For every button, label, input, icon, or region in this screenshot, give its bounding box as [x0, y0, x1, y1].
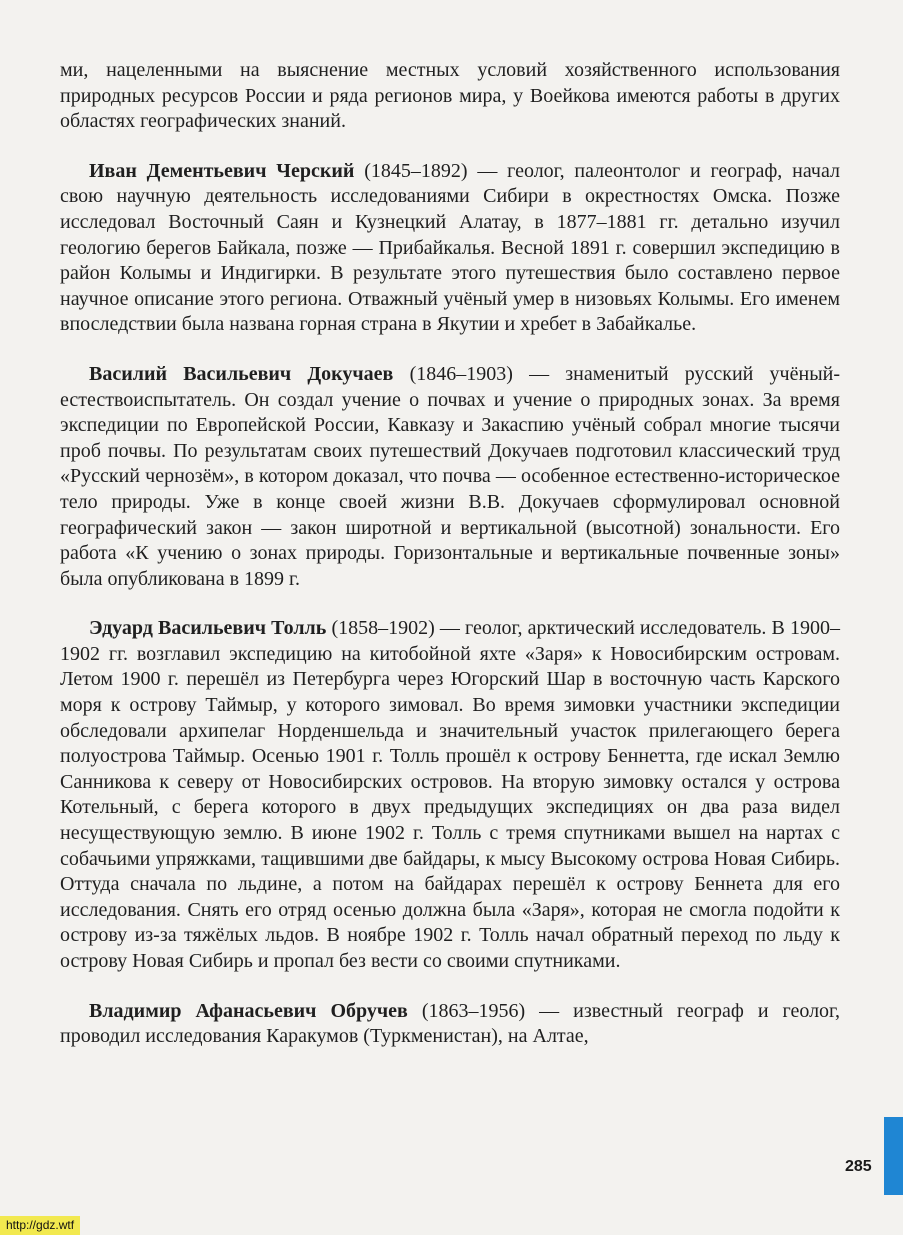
paragraph-body: (1858–1902) — геолог, арктический исследователь. В 1900–1902 гг. возглавил экспедицию на китобойной яхте «Заря» к Новосибирским островам. Летом 1900 г. перешёл из Петербурга через Югорский Шар в восточную часть Карского моря к острову Таймыр, у которого зимовал. Во время зимовки участники экспедиции обследовали архипелаг Норденшельда и значительный участок прилегающего берега полуострова Таймыр. Осенью 1901 г. Толль прошёл к острову Беннетта, где искал Землю Санникова к северу от Новосибирских островов. На вторую зимовку остался у острова Котельный, с берега которого в двух предыдущих экспедициях он два раза видел несуществующую землю. В июне 1902 г. Толль с тремя спутниками вышел на нартах с собачьими упряжками, тащившими две байдары, к мысу Высокому острова Новая Сибирь. Оттуда сначала по льдине, а потом на байдарах перешёл к острову Беннета для его исследования. Снять его отряд осенью должна была «Заря», которая не смогла подойти к острову из-за тяжёлых льдов. В ноябре 1902 г. Толль начал обратный переход по льду к острову Новая Сибирь и пропал без вести со своими спутниками. [60, 617, 840, 972]
person-name-dokuchaev: Василий Васильевич Докучаев [89, 362, 394, 385]
person-name-chersky: Иван Дементьевич Черский [89, 159, 355, 182]
page-number: 285 [845, 1158, 872, 1175]
page-text [60, 58, 840, 1050]
paragraph-toll [60, 616, 840, 974]
paragraph-body: (1845–1892) — геолог, палеонтолог и географ, начал свою научную деятельность исследованиями Сибири в окрестностях Омска. Позже исследовал Восточный Саян и Кузнецкий Алатау, в 1877–1881 гг. детально изучил геологию берегов Байкала, позже — Прибайкалья. Весной 1891 г. совершил экспедицию в район Колымы и Индигирки. В результате этого путешествия было составлено первое научное описание этого региона. Отважный учёный умер в низовьях Колымы. Его именем впоследствии была названа горная страна в Якутии и хребет в Забайкалье. [60, 159, 840, 336]
paragraph-body: (1863–1956) — известный географ и геолог, проводил исследования Каракумов (Туркменистан), на Алтае, [60, 999, 841, 1048]
watermark-link[interactable]: http://gdz.wtf [0, 1216, 80, 1235]
person-name-toll: Эдуард Васильевич Толль [89, 617, 327, 640]
person-name-obruchev: Владимир Афанасьевич Обручев [89, 999, 408, 1022]
paragraph-body: (1846–1903) — знаменитый русский учёный-естествоиспытатель. Он создал учение о почвах и учение о природных зонах. За время экспедиции по Европейской России, Кавказу и Закаспию учёный собрал многие тысячи проб почвы. По результатам своих путешествий Докучаев подготовил классический труд «Русский чернозём», в котором доказал, что почва — особенное естественно-историческое тело природы. Уже в конце своей жизни В.В. Докучаев сформулировал основной географический закон — закон широтной и вертикальной (высотной) зональности. Его работа «К учению о зонах природы. Горизонтальные и вертикальные почвенные зоны» была опубликована в 1899 г. [60, 362, 840, 590]
paragraph-voeikov-continued [60, 58, 840, 135]
paragraph-obruchev [60, 999, 840, 1050]
paragraph-body: ми, нацеленными на выяснение местных условий хозяйственного использования природных ресурсов России и ряда регионов мира, у Воейкова имеются работы в других областях географических знаний. [60, 59, 840, 133]
paragraph-chersky [60, 159, 840, 338]
page-edge-tab [884, 1117, 903, 1195]
paragraph-dokuchaev [60, 362, 840, 592]
